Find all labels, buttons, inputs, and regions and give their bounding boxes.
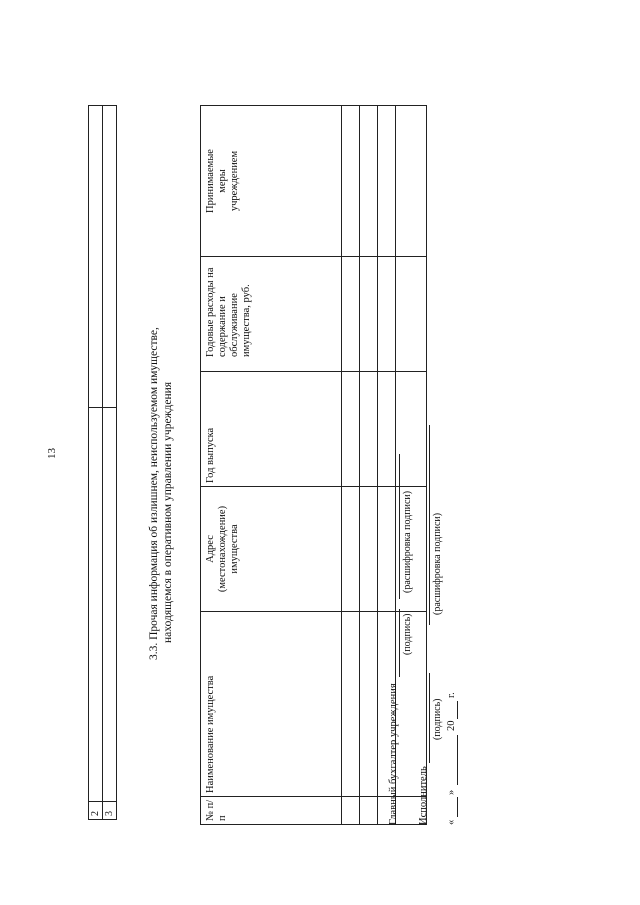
table-header-row: [201, 106, 342, 825]
table-cell: [89, 408, 103, 802]
table-cell: 3: [103, 802, 117, 820]
table-cell: [103, 408, 117, 802]
table-row: [360, 106, 378, 825]
column-header-year: Год выпуска: [201, 372, 342, 487]
section-title-line2: находящемся в оперативном управлении учреждения: [162, 381, 174, 643]
executor-signature-line: [429, 673, 430, 763]
executor-signature-caption: (подпись): [432, 698, 443, 740]
table-cell: [89, 106, 103, 408]
section-title-line1: 3.3. Прочая информация об излишнем, неиспользуемом имуществе,: [148, 327, 160, 660]
signature-caption: (подпись): [402, 613, 413, 655]
column-header-name: Наименование имущества: [201, 612, 342, 797]
chief-accountant-signature-line: [399, 609, 400, 677]
date-close-quote: »: [446, 789, 457, 795]
executor-decoding-line: [429, 425, 430, 625]
column-header-address: Адрес (местонахождение) имущества: [201, 487, 342, 612]
date-open-quote: «: [446, 819, 457, 825]
year-prefix: 20: [446, 720, 457, 731]
table-cell: [103, 106, 117, 408]
column-header-number: № п/п: [201, 797, 342, 825]
date-year-line: [457, 701, 458, 719]
column-header-annual-costs: Годовые расходы на содержание и обслуживание имущества, руб.: [201, 257, 342, 372]
table-cell: 2: [89, 802, 103, 820]
executor-label: Исполнитель: [418, 766, 429, 825]
chief-accountant-decoding-line: [399, 454, 400, 599]
chief-accountant-label: Главный бухгалтер учреждения: [388, 683, 399, 825]
table-row: [396, 106, 427, 825]
decoding-caption: (расшифровка подписи): [402, 490, 413, 593]
table-row: [342, 106, 360, 825]
page-number: 13: [46, 448, 58, 459]
table-row: [103, 106, 117, 820]
executor-decoding-caption: (расшифровка подписи): [432, 512, 443, 615]
year-suffix: г.: [446, 692, 457, 698]
previous-table-fragment: [88, 105, 117, 820]
date-month-line: [457, 735, 458, 785]
date-day-line: [457, 797, 458, 817]
column-header-measures: Принимаемые меры учреждением: [201, 106, 342, 257]
table-row: [89, 106, 103, 820]
